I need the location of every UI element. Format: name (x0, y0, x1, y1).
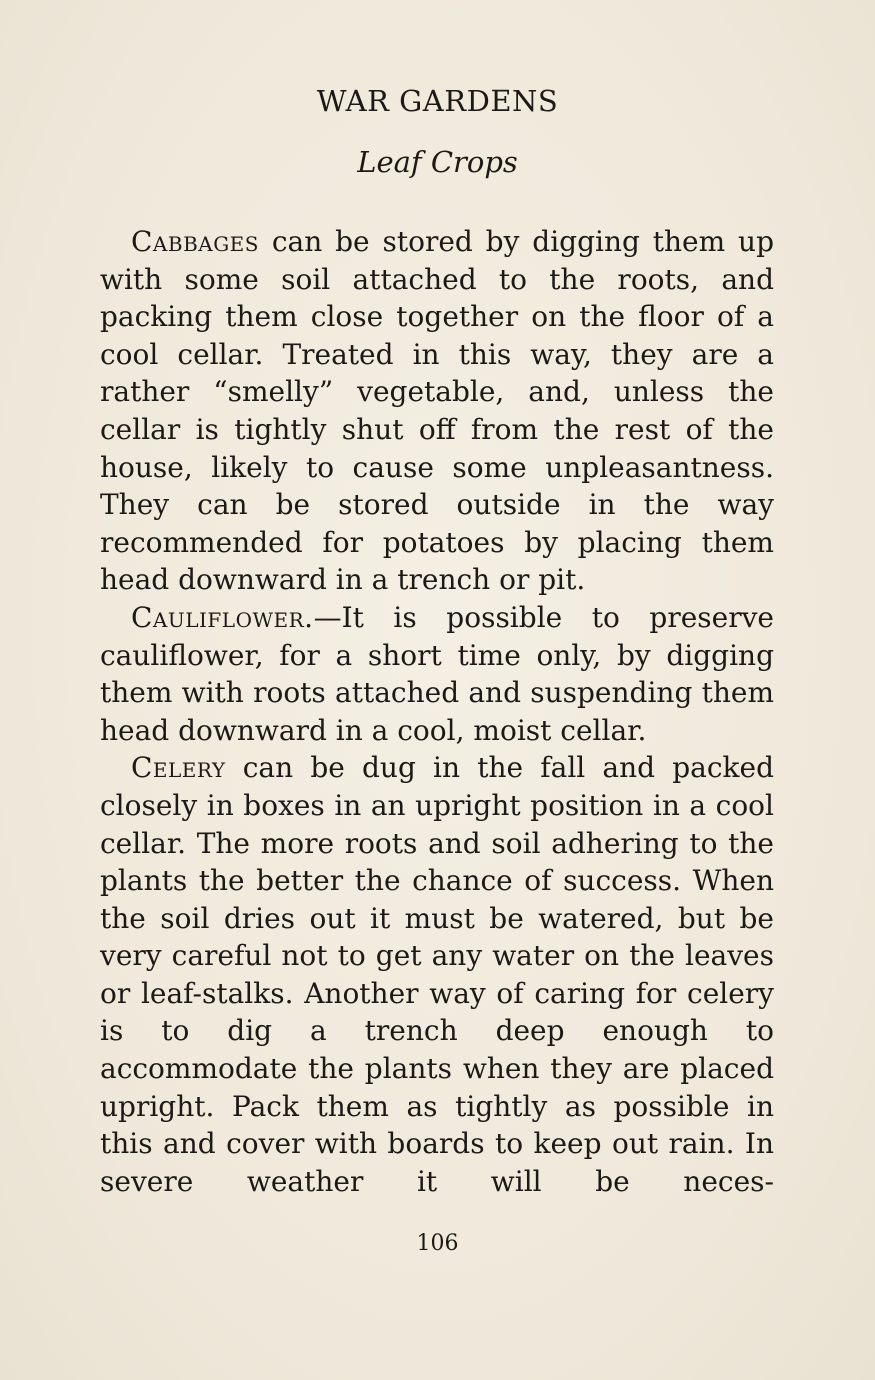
paragraph-lead: Celery (131, 751, 226, 785)
paragraph-cauliflower (100, 599, 774, 749)
paragraph-celery (100, 749, 774, 1200)
section-title: Leaf Crops (357, 145, 518, 179)
paragraph-cabbages (100, 223, 774, 599)
paragraph-text: can be stored by digging them up with some soil attached to the roots, and packing them close together on the floor of a cool cellar. Treated in this way, they are a rather “smelly” vegetable, and, unless the cellar is tightly shut off from the rest of the house, likely to cause some unpleasantness. They can be stored outside in the way recommended for potatoes by placing them head downward in a trench or pit. (100, 225, 774, 597)
paragraph-text: —It is possible to preserve cauliflower, for a short time only, by digging them with roots attached and suspending them head downward in a cool, moist cellar. (100, 600, 774, 747)
paragraph-text: can be dug in the fall and packed closely in boxes in an upright position in a cool cellar. The more roots and soil adhering to the plants the better the chance of success. When the soil dries out it must be watered, but be very careful not to get any water on the leaves or leaf-stalks. Another way of caring for celery is to dig a trench deep enough to accommodate the plants when they are placed upright. Pack them as tightly as possible in this and cover with boards to keep out rain. In severe weather it will be neces- (100, 751, 774, 1198)
running-head: WAR GARDENS (316, 84, 559, 118)
paragraph-lead: Cabbages (131, 225, 259, 258)
body-text (100, 223, 774, 1200)
page-number: 106 (416, 1231, 459, 1256)
paragraph-lead: Cauliflower. (131, 600, 314, 634)
